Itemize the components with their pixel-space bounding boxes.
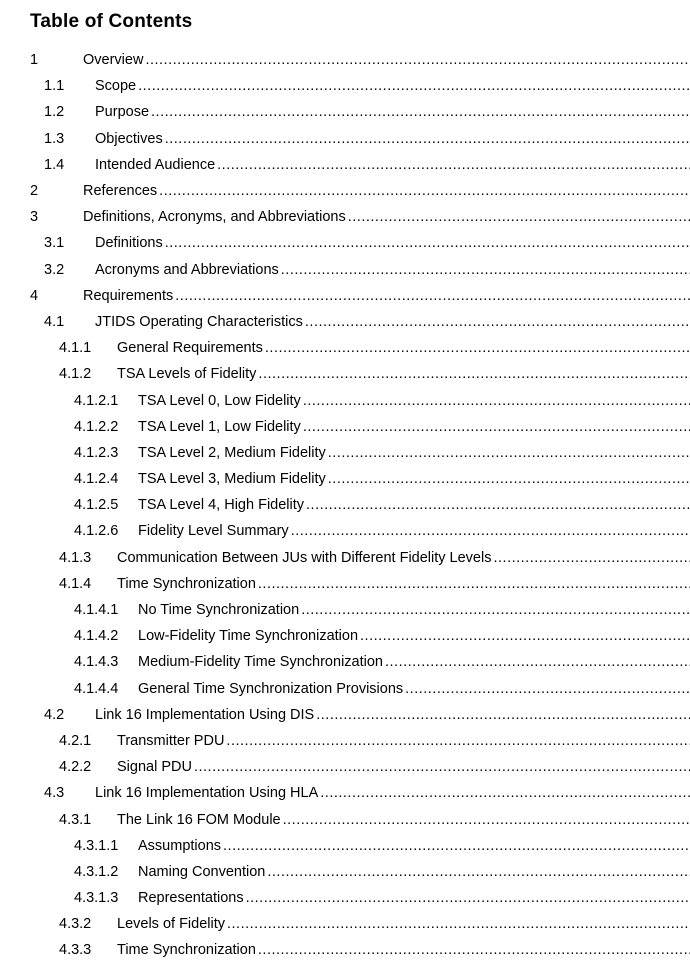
- dot-leader: [258, 576, 690, 592]
- toc-entry[interactable]: [0, 47, 690, 73]
- toc-entry-number: 4.1.4.1: [74, 602, 119, 619]
- toc-entry-number: 4.3.1.1: [74, 837, 119, 854]
- toc-entry-label: Link 16 Implementation Using DIS: [95, 706, 315, 723]
- toc-entry-text: [83, 183, 690, 199]
- dot-leader: [145, 52, 690, 68]
- toc-entry-number: 4.3: [44, 785, 65, 802]
- toc-entry-text: [138, 497, 690, 513]
- toc-entry-number: 4.1.2.1: [74, 392, 119, 409]
- toc-entry-number: 4.1.4.2: [74, 628, 119, 645]
- toc-entry-label: Objectives: [95, 130, 163, 147]
- toc-entry-label: Representations: [138, 890, 244, 907]
- dot-leader: [305, 314, 690, 330]
- toc-entry-number: 4.1.2.5: [74, 497, 119, 514]
- toc-entry[interactable]: [0, 649, 690, 675]
- dot-leader: [328, 445, 690, 461]
- dot-leader: [175, 288, 690, 304]
- toc-entry-number: 1.3: [44, 130, 65, 147]
- toc-entry-label: Time Synchronization: [117, 942, 256, 959]
- toc-entry[interactable]: [0, 833, 690, 859]
- dot-leader: [165, 235, 690, 251]
- dot-leader: [267, 864, 690, 880]
- toc-entry-number: 4.3.1.2: [74, 863, 119, 880]
- toc-entry[interactable]: [0, 361, 690, 387]
- toc-entry-number: 4.2: [44, 706, 65, 723]
- toc-entry[interactable]: [0, 73, 690, 99]
- toc-entry-text: [117, 812, 690, 828]
- toc-entry-text: [95, 262, 690, 278]
- toc-entry-label: Requirements: [83, 287, 174, 304]
- dot-leader: [385, 654, 690, 670]
- toc-entry-label: Communication Between JUs with Different Fidelity Levels: [117, 549, 492, 566]
- dot-leader: [348, 209, 690, 225]
- toc-entry-number: 1.4: [44, 156, 65, 173]
- toc-entry-number: 4.1.2: [59, 366, 92, 383]
- dot-leader: [265, 340, 690, 356]
- toc-entry-text: [117, 759, 690, 775]
- dot-leader: [360, 628, 690, 644]
- toc-entry-number: 4.3.2: [59, 916, 92, 933]
- toc-entry-text: [83, 209, 690, 225]
- toc-entry-number: 1.1: [44, 78, 65, 95]
- dot-leader: [291, 523, 690, 539]
- dot-leader: [301, 602, 690, 618]
- toc-entry-number: 4.1.2.6: [74, 523, 119, 540]
- toc-entry[interactable]: [0, 780, 690, 806]
- toc-entry-label: The Link 16 FOM Module: [117, 811, 281, 828]
- dot-leader: [283, 812, 690, 828]
- toc-entry[interactable]: [0, 387, 690, 413]
- toc-entry-label: Naming Convention: [138, 863, 266, 880]
- toc-entry-text: [138, 602, 690, 618]
- toc-entry[interactable]: [0, 623, 690, 649]
- toc-entry[interactable]: [0, 492, 690, 518]
- toc-entry-number: 4.1.4.4: [74, 680, 119, 697]
- toc-list: [0, 47, 690, 964]
- toc-entry-text: [95, 157, 690, 173]
- toc-entry-number: 3.2: [44, 261, 65, 278]
- toc-entry-text: [117, 733, 690, 749]
- dot-leader: [303, 419, 690, 435]
- toc-entry-text: [95, 785, 690, 801]
- toc-entry-number: 4.1.4.3: [74, 654, 119, 671]
- toc-entry-text: [95, 78, 690, 94]
- toc-entry-text: [138, 445, 690, 461]
- toc-entry[interactable]: [0, 571, 690, 597]
- dot-leader: [194, 759, 690, 775]
- toc-entry[interactable]: [0, 178, 690, 204]
- toc-entry-text: [83, 52, 690, 68]
- toc-entry-label: JTIDS Operating Characteristics: [95, 313, 303, 330]
- toc-entry-number: 3: [30, 209, 39, 226]
- toc-entry-number: 4.1.2.2: [74, 418, 119, 435]
- toc-entry-label: General Time Synchronization Provisions: [138, 680, 404, 697]
- toc-entry-label: Acronyms and Abbreviations: [95, 261, 279, 278]
- toc-entry[interactable]: [0, 597, 690, 623]
- toc-entry-label: Overview: [83, 52, 144, 69]
- toc-entry-label: Intended Audience: [95, 156, 216, 173]
- toc-entry-text: [95, 104, 690, 120]
- dot-leader: [258, 942, 690, 958]
- toc-entry-label: Levels of Fidelity: [117, 916, 225, 933]
- toc-entry-text: [95, 707, 690, 723]
- toc-entry[interactable]: [0, 466, 690, 492]
- toc-entry-number: 4.2.2: [59, 759, 92, 776]
- dot-leader: [306, 497, 690, 513]
- toc-entry[interactable]: [0, 806, 690, 832]
- toc-entry[interactable]: [0, 545, 690, 571]
- toc-entry[interactable]: [0, 440, 690, 466]
- toc-entry-label: TSA Level 1, Low Fidelity: [138, 418, 301, 435]
- dot-leader: [405, 681, 690, 697]
- toc-entry-text: [117, 916, 690, 932]
- toc-entry[interactable]: [0, 518, 690, 544]
- toc-entry-text: [138, 890, 690, 906]
- dot-leader: [223, 838, 690, 854]
- dot-leader: [246, 890, 690, 906]
- toc-entry[interactable]: [0, 414, 690, 440]
- dot-leader: [303, 393, 690, 409]
- toc-entry-number: 1: [30, 52, 39, 69]
- toc-entry-label: References: [83, 183, 158, 200]
- toc-entry-number: 4.3.1.3: [74, 890, 119, 907]
- toc-entry[interactable]: [0, 283, 690, 309]
- toc-entry-text: [117, 576, 690, 592]
- toc-entry-text: [117, 942, 690, 958]
- toc-entry[interactable]: [0, 335, 690, 361]
- toc-entry[interactable]: [0, 309, 690, 335]
- toc-entry-label: No Time Synchronization: [138, 602, 300, 619]
- toc-entry-number: 4: [30, 287, 39, 304]
- toc-entry-number: 4.3.3: [59, 942, 92, 959]
- dot-leader: [493, 550, 690, 566]
- toc-entry-text: [138, 654, 690, 670]
- toc-entry-label: Low-Fidelity Time Synchronization: [138, 628, 359, 645]
- toc-title: Table of Contents: [30, 11, 193, 32]
- toc-entry-text: [95, 314, 690, 330]
- dot-leader: [328, 471, 690, 487]
- toc-entry[interactable]: [0, 885, 690, 911]
- toc-entry-text: [138, 838, 690, 854]
- toc-entry-label: Scope: [95, 78, 137, 95]
- toc-entry[interactable]: [0, 702, 690, 728]
- toc-entry-number: 4.1.1: [59, 340, 92, 357]
- dot-leader: [258, 366, 690, 382]
- toc-entry[interactable]: [0, 230, 690, 256]
- toc-entry-text: [138, 523, 690, 539]
- dot-leader: [320, 785, 690, 801]
- toc-entry-text: [138, 471, 690, 487]
- toc-entry-number: 4.2.1: [59, 732, 92, 749]
- toc-entry-text: [117, 340, 690, 356]
- toc-entry-text: [83, 288, 690, 304]
- toc-entry-text: [138, 681, 690, 697]
- toc-entry[interactable]: [0, 126, 690, 152]
- toc-entry[interactable]: [0, 911, 690, 937]
- toc-entry-number: 4.3.1: [59, 811, 92, 828]
- toc-entry-text: [138, 393, 690, 409]
- toc-entry[interactable]: [0, 204, 690, 230]
- toc-entry[interactable]: [0, 937, 690, 963]
- toc-entry-label: Purpose: [95, 104, 150, 121]
- dot-leader: [226, 733, 690, 749]
- dot-leader: [138, 78, 690, 94]
- toc-entry-number: 4.1.4: [59, 575, 92, 592]
- toc-entry-number: 4.1.3: [59, 549, 92, 566]
- toc-entry-label: Fidelity Level Summary: [138, 523, 289, 540]
- toc-entry[interactable]: [0, 754, 690, 780]
- dot-leader: [159, 183, 690, 199]
- toc-entry-label: Definitions: [95, 235, 163, 252]
- toc-entry-label: Definitions, Acronyms, and Abbreviations: [83, 209, 346, 226]
- toc-entry[interactable]: [0, 257, 690, 283]
- toc-entry-label: Medium-Fidelity Time Synchronization: [138, 654, 383, 671]
- toc-entry-number: 1.2: [44, 104, 65, 121]
- toc-entry-text: [95, 235, 690, 251]
- dot-leader: [151, 104, 690, 120]
- toc-entry-text: [117, 550, 690, 566]
- toc-entry-label: Transmitter PDU: [117, 732, 225, 749]
- dot-leader: [316, 707, 690, 723]
- dot-leader: [281, 262, 690, 278]
- toc-entry-label: Time Synchronization: [117, 575, 256, 592]
- toc-entry-label: Signal PDU: [117, 759, 192, 776]
- toc-entry-text: [95, 131, 690, 147]
- toc-entry-text: [117, 366, 690, 382]
- toc-entry[interactable]: [0, 859, 690, 885]
- toc-entry-number: 4.1.2.3: [74, 444, 119, 461]
- toc-entry-number: 2: [30, 183, 39, 200]
- toc-entry-label: TSA Levels of Fidelity: [117, 366, 257, 383]
- toc-entry[interactable]: [0, 152, 690, 178]
- toc-entry-number: 3.1: [44, 235, 65, 252]
- toc-entry-number: 4.1.2.4: [74, 471, 119, 488]
- toc-entry-number: 4.1: [44, 313, 65, 330]
- toc-entry-label: Assumptions: [138, 837, 222, 854]
- toc-entry-label: TSA Level 4, High Fidelity: [138, 497, 305, 514]
- toc-entry-label: General Requirements: [117, 340, 263, 357]
- toc-entry-text: [138, 628, 690, 644]
- dot-leader: [227, 916, 690, 932]
- toc-entry-text: [138, 864, 690, 880]
- toc-entry-label: TSA Level 2, Medium Fidelity: [138, 444, 326, 461]
- toc-entry[interactable]: [0, 728, 690, 754]
- toc-entry-label: TSA Level 3, Medium Fidelity: [138, 471, 326, 488]
- toc-entry-text: [138, 419, 690, 435]
- toc-entry[interactable]: [0, 676, 690, 702]
- toc-entry[interactable]: [0, 99, 690, 125]
- dot-leader: [217, 157, 690, 173]
- dot-leader: [165, 131, 690, 147]
- toc-entry-label: Link 16 Implementation Using HLA: [95, 785, 319, 802]
- toc-entry-label: TSA Level 0, Low Fidelity: [138, 392, 301, 409]
